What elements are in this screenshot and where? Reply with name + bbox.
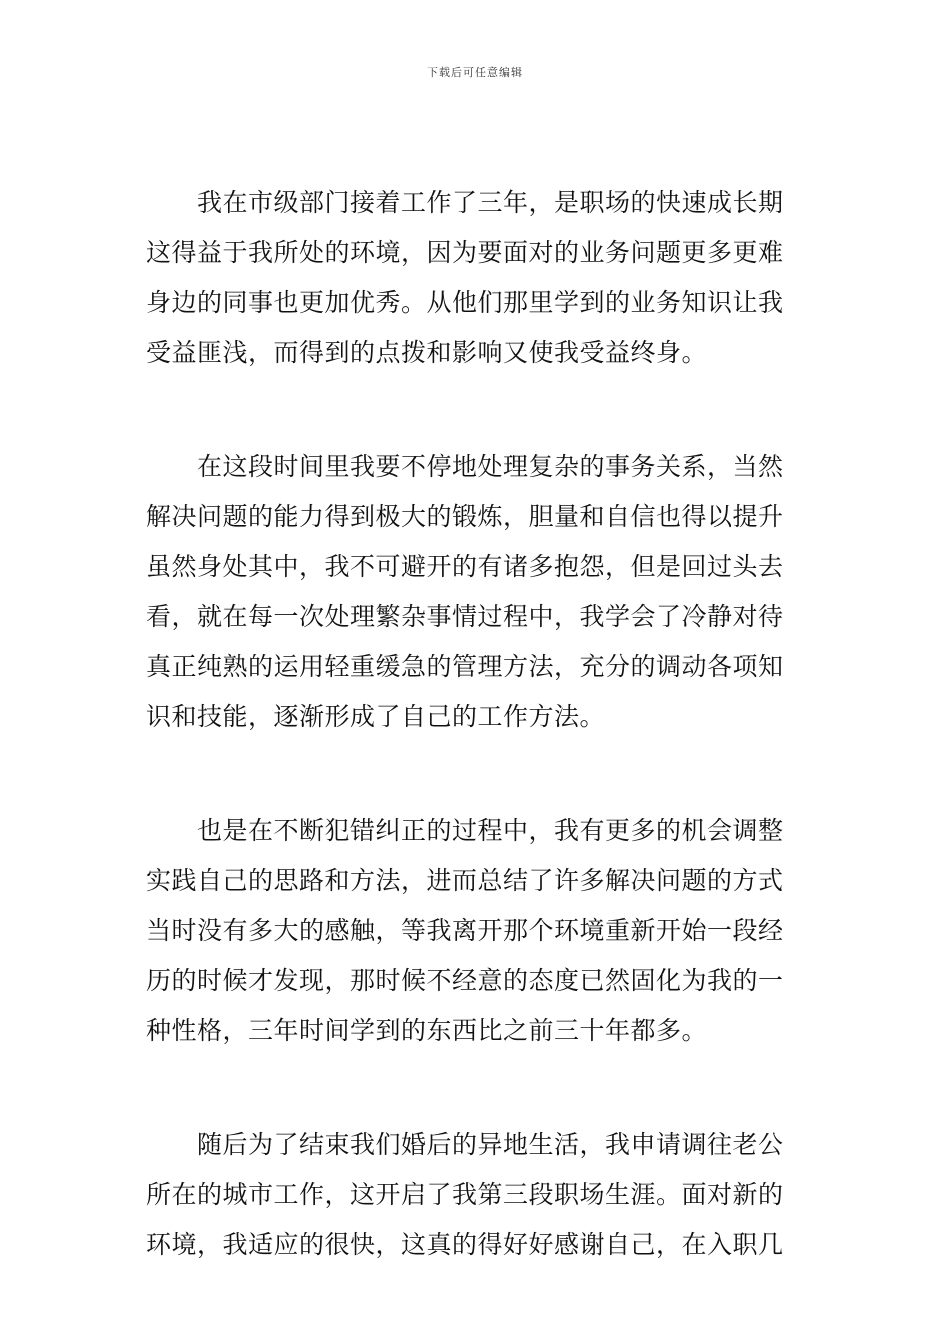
page-header: 下载后可任意编辑 <box>427 66 523 79</box>
paragraph-line: 看，就在每一次处理繁杂事情过程中，我学会了冷静对待 <box>146 602 784 631</box>
paragraph-4 <box>146 1120 808 1270</box>
paragraph-line: 实践自己的思路和方法，进而总结了许多解决问题的方式 <box>146 866 784 895</box>
paragraph-line: 受益匪浅，而得到的点拨和影响又使我受益终身。 <box>146 338 708 367</box>
paragraph-line: 我在市级部门接着工作了三年，是职场的快速成长期 <box>197 188 784 217</box>
paragraph-line: 解决问题的能力得到极大的锻炼，胆量和自信也得以提升 <box>146 502 784 531</box>
paragraph-line: 这得益于我所处的环境，因为要面对的业务问题更多更难 <box>146 238 784 267</box>
paragraph-line: 在这段时间里我要不停地处理复杂的事务关系，当然 <box>197 452 784 481</box>
paragraph-line: 识和技能，逐渐形成了自己的工作方法。 <box>146 702 606 731</box>
paragraph-line: 真正纯熟的运用轻重缓急的管理方法，充分的调动各项知 <box>146 652 784 681</box>
paragraph-line: 也是在不断犯错纠正的过程中，我有更多的机会调整 <box>197 816 784 845</box>
paragraph-3 <box>146 806 808 1056</box>
paragraph-line: 虽然身处其中，我不可避开的有诸多抱怨，但是回过头去 <box>146 552 784 581</box>
paragraph-line: 当时没有多大的感触，等我离开那个环境重新开始一段经 <box>146 916 784 945</box>
paragraph-1 <box>146 178 808 378</box>
paragraph-line: 所在的城市工作，这开启了我第三段职场生涯。面对新的 <box>146 1180 784 1209</box>
paragraph-2 <box>146 442 808 742</box>
paragraph-line: 历的时候才发现，那时候不经意的态度已然固化为我的一 <box>146 966 784 995</box>
paragraph-line: 身边的同事也更加优秀。从他们那里学到的业务知识让我 <box>146 288 784 317</box>
paragraph-line: 随后为了结束我们婚后的异地生活，我申请调往老公 <box>197 1130 784 1159</box>
paragraph-line: 种性格，三年时间学到的东西比之前三十年都多。 <box>146 1016 708 1045</box>
paragraph-line: 环境，我适应的很快，这真的得好好感谢自己，在入职几 <box>146 1230 784 1259</box>
document-body <box>146 178 808 1334</box>
